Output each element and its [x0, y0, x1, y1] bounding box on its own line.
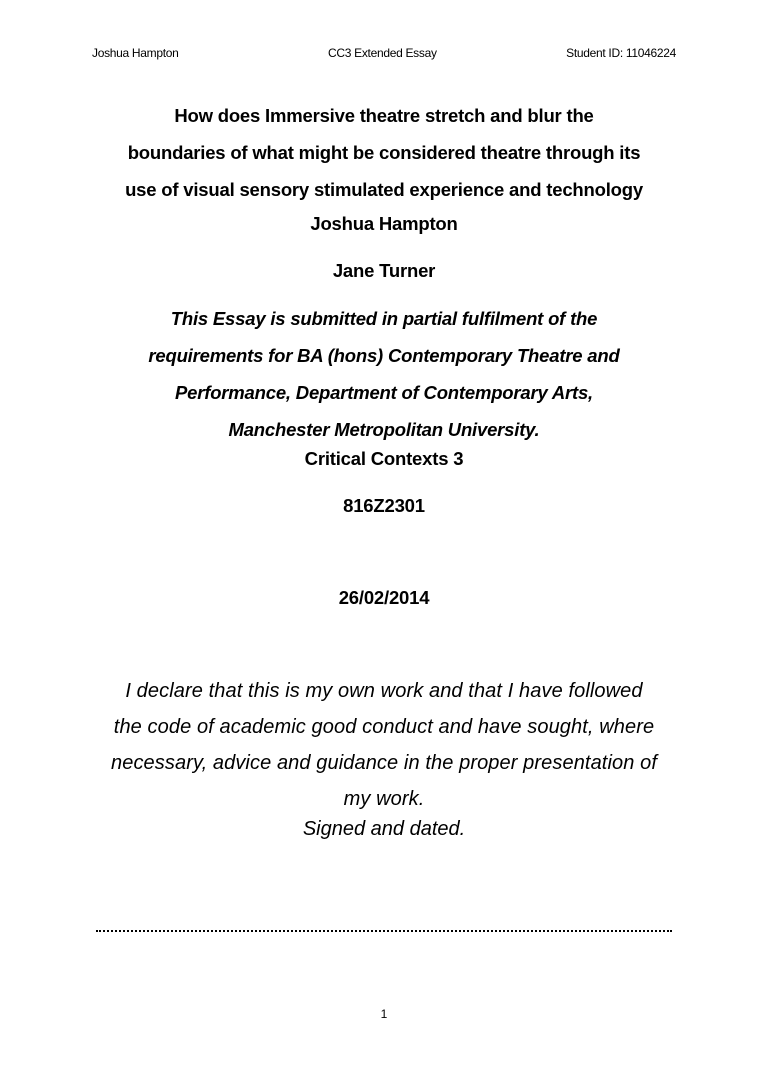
signed-label: Signed and dated. — [302, 818, 466, 840]
declaration-statement — [90, 673, 678, 817]
declaration-line: necessary, advice and guidance in the proper presentation of — [111, 752, 657, 774]
header-module: CC3 Extended Essay — [328, 46, 437, 60]
submission-line: This Essay is submitted in partial fulfilment of the — [170, 308, 598, 329]
submission-line: requirements for BA (hons) Contemporary Theatre and — [148, 345, 620, 366]
submission-date: 26/02/2014 — [338, 587, 430, 608]
title-line: boundaries of what might be considered theatre through its — [127, 142, 641, 163]
page-header — [92, 46, 676, 64]
module-name: Critical Contexts 3 — [304, 448, 464, 469]
submission-line: Manchester Metropolitan University. — [228, 419, 540, 440]
declaration-line: my work. — [343, 788, 425, 810]
declaration-line: I declare that this is my own work and that I have followed — [125, 680, 643, 702]
header-author: Joshua Hampton — [92, 46, 179, 60]
author-name: Joshua Hampton — [310, 213, 458, 234]
unit-code: 816Z2301 — [343, 495, 425, 516]
essay-title — [90, 97, 678, 208]
supervisor-name: Jane Turner — [332, 260, 436, 281]
page-number: 1 — [380, 1007, 388, 1021]
signature-line — [96, 914, 672, 932]
title-line: use of visual sensory stimulated experience and technology — [125, 179, 643, 200]
submission-line: Performance, Department of Contemporary Arts, — [175, 382, 593, 403]
declaration-line: the code of academic good conduct and have sought, where — [113, 716, 655, 738]
header-student-id: Student ID: 11046224 — [566, 46, 676, 60]
submission-statement — [90, 300, 678, 448]
title-line: How does Immersive theatre stretch and blur the — [174, 105, 594, 126]
